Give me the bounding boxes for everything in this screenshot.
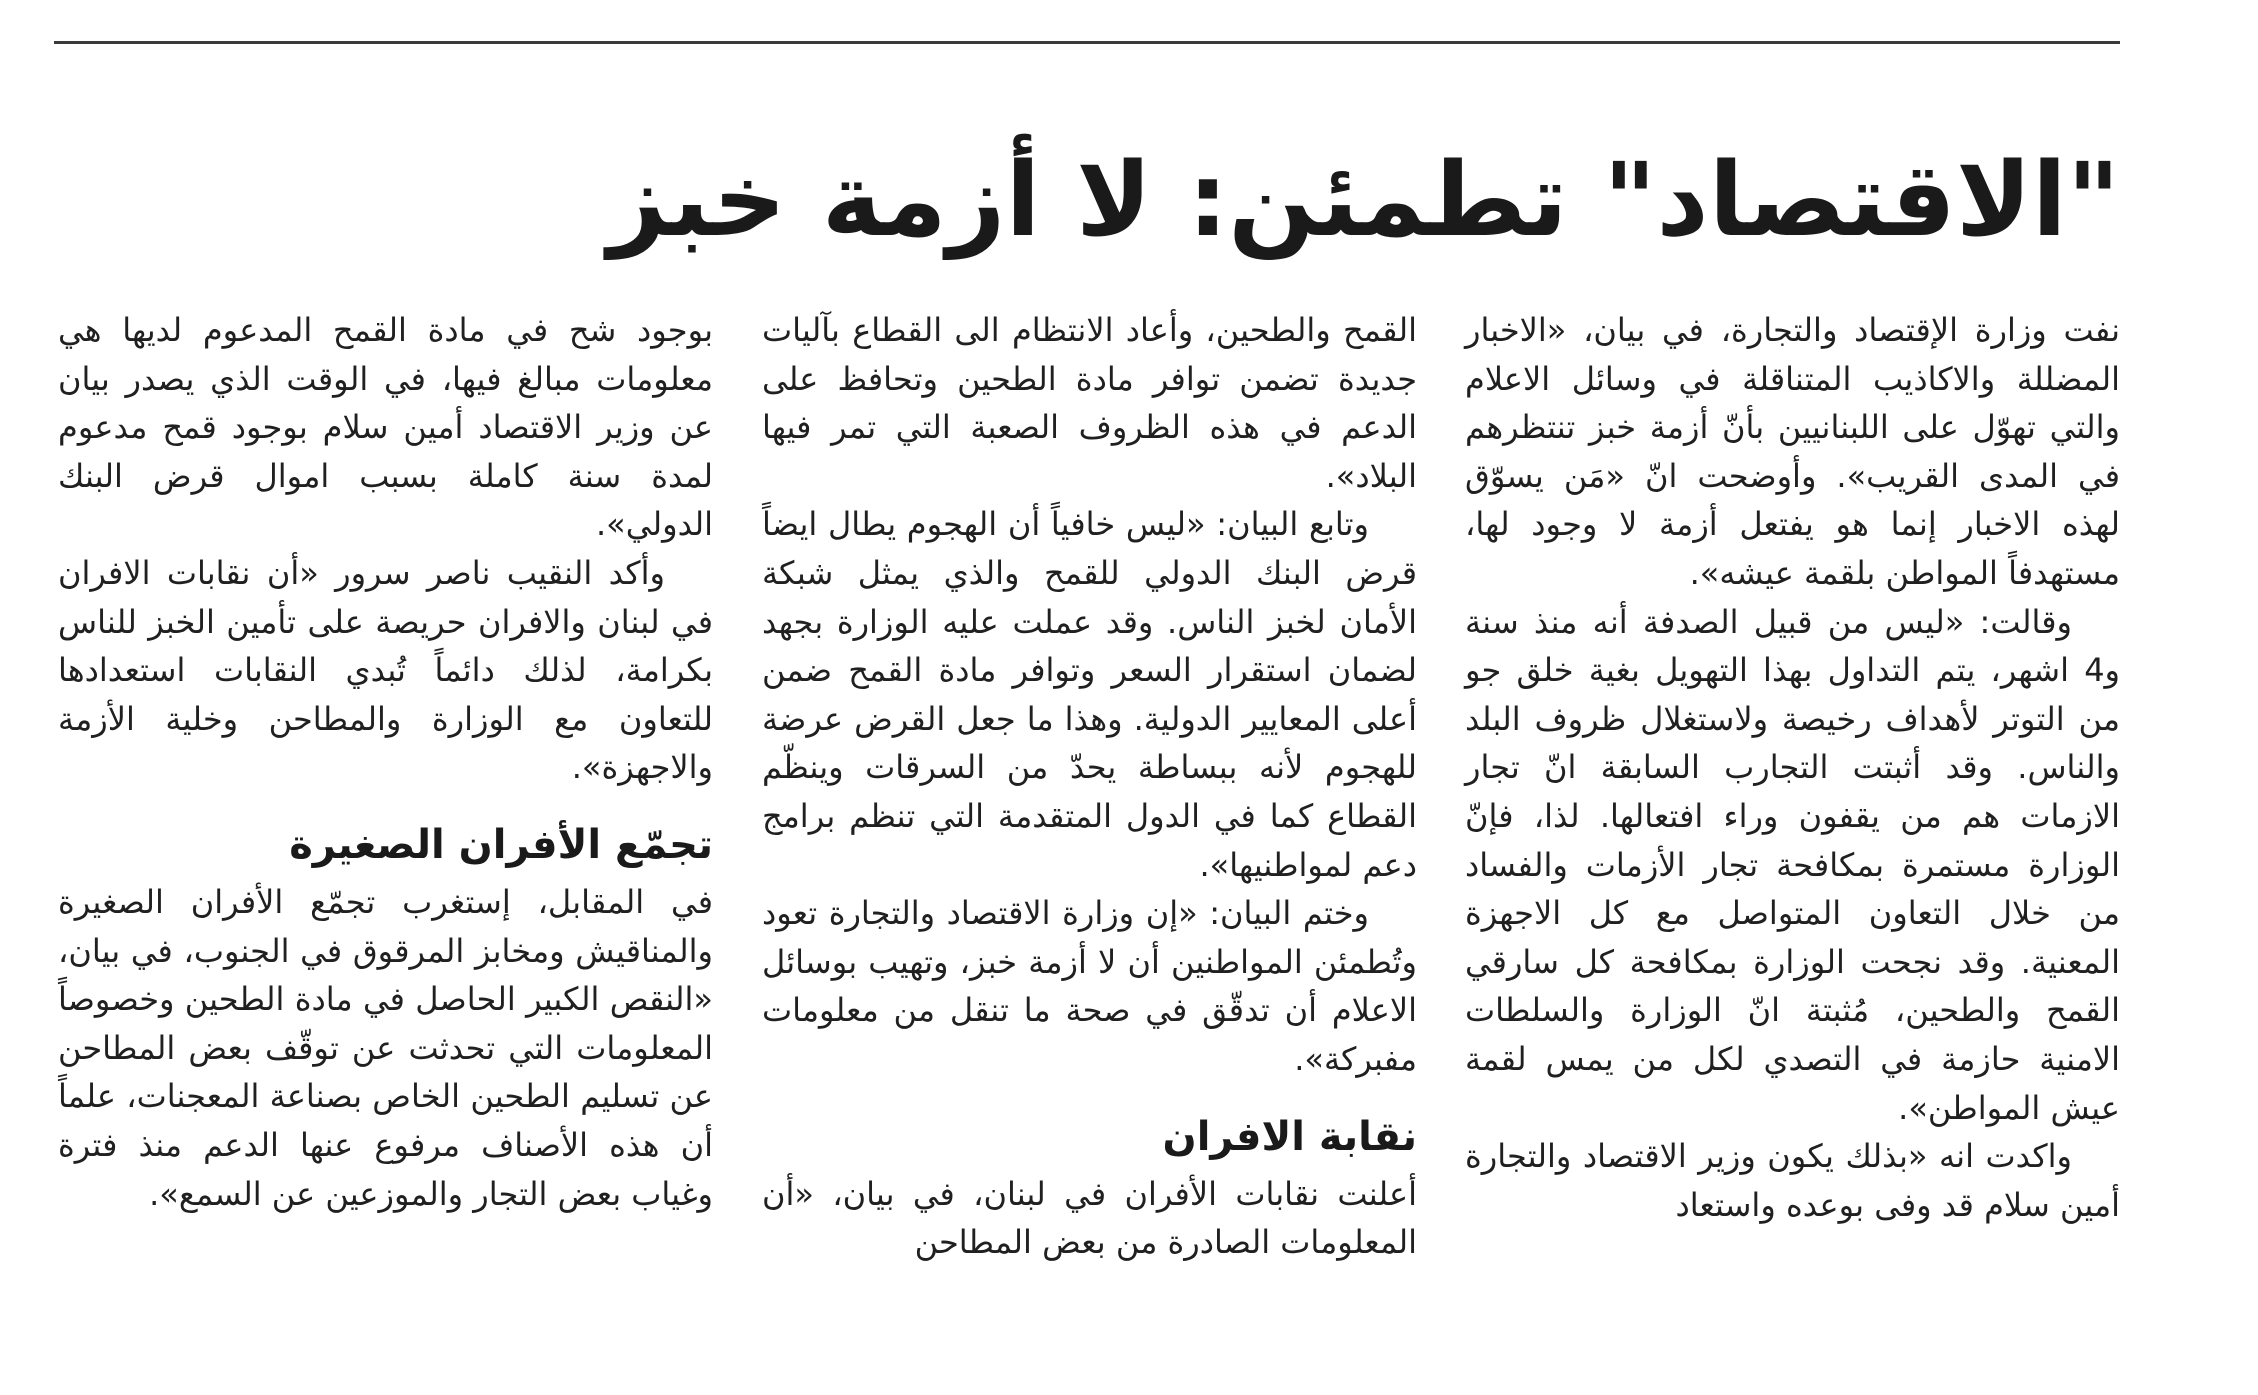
paragraph: أعلنت نقابات الأفران في لبنان، في بيان، «أن المعلومات الصادرة من بعض المطاحن — [762, 1174, 1417, 1262]
top-rule — [54, 41, 2120, 44]
paragraph: وأكد النقيب ناصر سرور «أن نقابات الافران في لبنان والافران حريصة على تأمين الخبز للناس بكرامة، لذلك دائماً تُبدي النقابات استعدادها للتعاون مع الوزارة والمطاحن وخلية الأزمة والاجهزة». — [58, 553, 713, 787]
subheading-small-bakeries: تجمّع الأفران الصغيرة — [289, 821, 713, 868]
headline: "الاقتصاد" تطمئن: لا أزمة خبز — [607, 141, 2120, 261]
article-column-left — [58, 306, 713, 1218]
paragraph: في المقابل، إستغرب تجمّع الأفران الصغيرة والمناقيش ومخابز المرقوق في الجنوب، في بيان، «النقص الكبير الحاصل في مادة الطحين وخصوصاً المعلومات التي تحدثت عن توقّف بعض المطاحن عن تسليم الطحين الخاص بصناعة المعجنات، علماً أن هذه الأصناف مرفوع عنها الدعم منذ فترة وغياب بعض التجار والموزعين عن السمع». — [58, 882, 713, 1213]
paragraph: نفت وزارة الإقتصاد والتجارة، في بيان، «الاخبار المضللة والاكاذيب المتناقلة في وسائل الاعلام والتي تهوّل على اللبنانيين بأنّ أزمة خبز تنتظرهم في المدى القريب». وأوضحت انّ «مَن يسوّق لهذه الاخبار إنما هو يفتعل أزمة لا وجود لها، مستهدفاً المواطن بلقمة عيشه». — [1465, 311, 2120, 592]
paragraph: واكدت انه «بذلك يكون وزير الاقتصاد والتجارة أمين سلام قد وفى بوعده واستعاد — [1465, 1137, 2120, 1224]
subheading-bakers-syndicate: نقابة الافران — [1162, 1113, 1417, 1160]
paragraph: وقالت: «ليس من قبيل الصدفة أنه منذ سنة و4 اشهر، يتم التداول بهذا التهويل بغية خلق جو من التوتر لأهداف رخيصة ولاستغلال ظروف البلد والناس. وقد أثبتت التجارب السابقة انّ تجار الازمات هم من يقفون وراء افتعالها. لذا، فإنّ الوزارة مستمرة بمكافحة تجار الأزمات والفساد من خلال التعاون المتواصل مع كل الاجهزة المعنية. وقد نجحت الوزارة بمكافحة كل سارقي القمح والطحين، مُثبتة انّ الوزارة والسلطات الامنية حازمة في التصدي لكل من يمس لقمة عيش المواطن». — [1465, 602, 2120, 1127]
article-column-right — [1465, 306, 2120, 1229]
paragraph: وختم البيان: «إن وزارة الاقتصاد والتجارة تعود وتُطمئن المواطنين أن لا أزمة خبز، وتهيب بوسائل الاعلام أن تدقّق في صحة ما تنقل من معلومات مفبركة». — [762, 894, 1417, 1078]
paragraph: بوجود شح في مادة القمح المدعوم لديها هي معلومات مبالغ فيها، في الوقت الذي يصدر بيان عن وزير الاقتصاد أمين سلام بوجود قمح مدعوم لمدة سنة كاملة بسبب اموال قرض البنك الدولي». — [58, 311, 713, 544]
paragraph: القمح والطحين، وأعاد الانتظام الى القطاع بآليات جديدة تضمن توافر مادة الطحين وتحافظ على الدعم في هذه الظروف الصعبة التي تمر فيها البلاد». — [762, 311, 1417, 495]
article-column-middle — [762, 306, 1417, 1267]
paragraph: وتابع البيان: «ليس خافياً أن الهجوم يطال ايضاً قرض البنك الدولي للقمح والذي يمثل شبكة الأمان لخبز الناس. وقد عملت عليه الوزارة بجهد لضمان استقرار السعر وتوافر مادة القمح ضمن أعلى المعايير الدولية. وهذا ما جعل القرض عرضة للهجوم لأنه ببساطة يحدّ من السرقات وينظّم القطاع كما في الدول المتقدمة التي تنظم برامج دعم لمواطنيها». — [762, 505, 1417, 884]
